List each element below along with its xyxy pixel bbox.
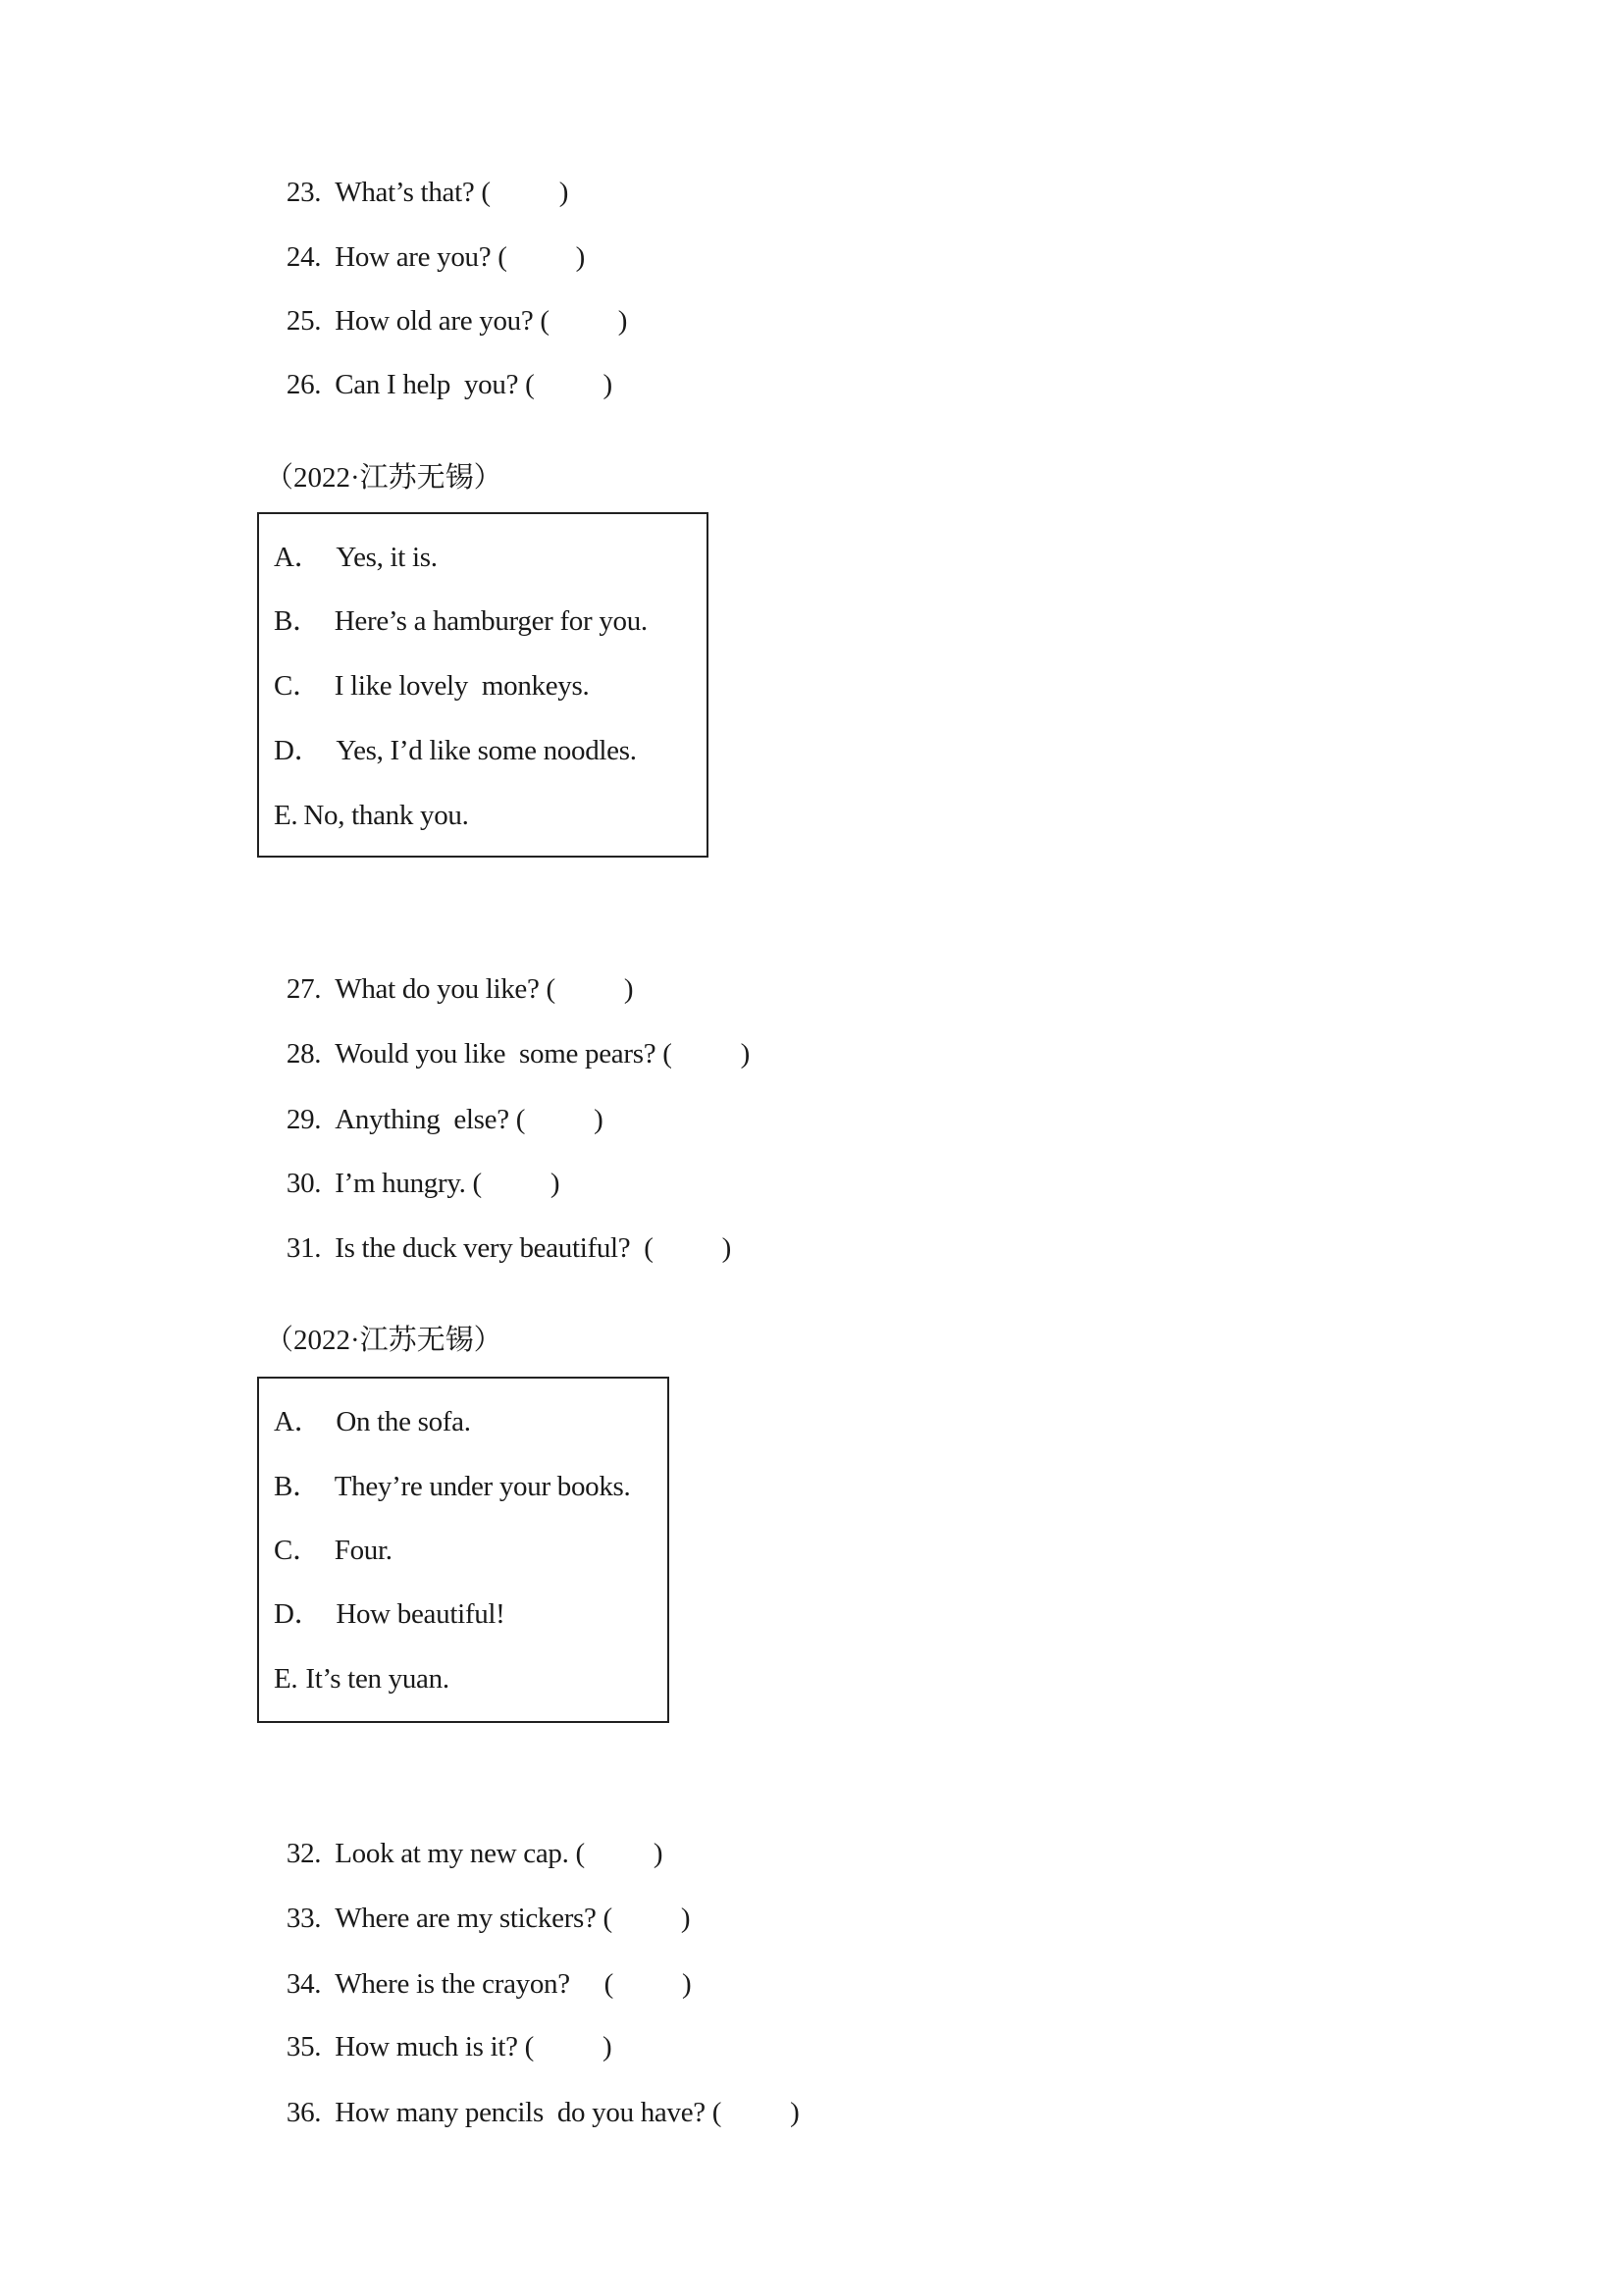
option-text: Yes, it is. (336, 542, 438, 573)
question-text: Look at my new cap. ( (335, 1838, 585, 1869)
answer-close-paren: ) (721, 1232, 731, 1264)
question-number: 34. (286, 1968, 322, 2000)
section-source: （2022·江苏无锡） (265, 1325, 502, 1356)
options-box (257, 1377, 669, 1723)
option-b (274, 1469, 631, 1504)
option-e (274, 1661, 449, 1696)
answer-close-paren: ) (790, 2097, 800, 2128)
option-a (274, 540, 438, 575)
option-b (274, 603, 648, 639)
option-c (274, 668, 589, 704)
option-text: No, thank you. (303, 800, 469, 831)
option-c (274, 1533, 393, 1568)
question-26 (273, 332, 612, 402)
answer-close-paren: ) (594, 1104, 603, 1135)
question-34 (273, 1931, 691, 2002)
option-text: I like lovely monkeys. (334, 670, 590, 702)
section-source: （2022·江苏无锡） (265, 462, 502, 494)
option-d (274, 1596, 505, 1632)
question-text: Where are my stickers? ( (335, 1903, 612, 1934)
question-29 (273, 1067, 602, 1137)
option-letter: C． (274, 1535, 321, 1566)
option-text: On the sofa. (336, 1406, 471, 1437)
option-text: Here’s a hamburger for you. (334, 605, 648, 637)
question-text: What do you like? ( (335, 973, 555, 1005)
answer-close-paren: ) (680, 1903, 691, 1934)
options-box (257, 512, 708, 858)
question-number: 26. (286, 369, 322, 400)
question-number: 36. (286, 2097, 322, 2128)
answer-close-paren: ) (623, 973, 634, 1005)
option-text: Yes, I’d like some noodles. (336, 735, 637, 766)
question-number: 28. (286, 1038, 322, 1070)
option-letter: D． (274, 735, 323, 766)
question-text: I’m hungry. ( (335, 1168, 482, 1199)
question-23 (273, 139, 568, 210)
question-text: How many pencils do you have? ( (335, 2097, 722, 2128)
answer-close-paren: ) (653, 1838, 663, 1869)
option-e (274, 798, 469, 833)
question-number: 32. (286, 1838, 322, 1869)
question-text: Anything else? ( (335, 1104, 526, 1135)
option-letter: B． (274, 605, 321, 637)
option-text: How beautiful! (336, 1598, 505, 1630)
option-letter: A． (274, 542, 323, 573)
question-text: Is the duck very beautiful? ( (335, 1232, 654, 1264)
option-text: Four. (334, 1535, 393, 1566)
option-letter: D． (274, 1598, 323, 1630)
answer-close-paren: ) (575, 241, 585, 273)
question-number: 31. (286, 1232, 322, 1264)
option-text: They’re under your books. (334, 1471, 631, 1502)
question-text: Can I help you? ( (335, 369, 535, 400)
question-30 (273, 1130, 559, 1201)
answer-close-paren: ) (550, 1168, 560, 1199)
option-letter: E. (274, 800, 298, 831)
question-text: Would you like some pears? ( (335, 1038, 672, 1070)
question-number: 30. (286, 1168, 322, 1199)
answer-close-paren: ) (558, 177, 569, 208)
question-24 (273, 204, 585, 275)
option-letter: C． (274, 670, 321, 702)
question-36 (273, 2060, 800, 2130)
question-number: 35. (286, 2031, 322, 2062)
question-text: Where is the crayon? ( (335, 1968, 613, 2000)
question-text: How are you? ( (335, 241, 507, 273)
question-28 (273, 1001, 750, 1071)
option-letter: E. (274, 1663, 298, 1695)
option-text: It’s ten yuan. (305, 1663, 449, 1695)
question-text: How much is it? ( (335, 2031, 534, 2062)
question-number: 27. (286, 973, 322, 1005)
question-25 (273, 268, 627, 339)
question-number: 25. (286, 305, 322, 337)
question-text: What’s that? ( (335, 177, 491, 208)
question-number: 24. (286, 241, 322, 273)
question-31 (273, 1195, 731, 1266)
option-a (274, 1404, 471, 1439)
question-number: 29. (286, 1104, 322, 1135)
question-number: 23. (286, 177, 322, 208)
question-number: 33. (286, 1903, 322, 1934)
answer-close-paren: ) (602, 369, 612, 400)
option-letter: B． (274, 1471, 321, 1502)
option-d (274, 733, 637, 768)
question-35 (273, 1994, 611, 2064)
question-text: How old are you? ( (335, 305, 550, 337)
question-27 (273, 936, 633, 1007)
question-33 (273, 1865, 690, 1936)
option-letter: A． (274, 1406, 323, 1437)
answer-close-paren: ) (617, 305, 628, 337)
question-32 (273, 1800, 662, 1871)
answer-close-paren: ) (681, 1968, 692, 2000)
answer-close-paren: ) (602, 2031, 612, 2062)
answer-close-paren: ) (740, 1038, 750, 1070)
